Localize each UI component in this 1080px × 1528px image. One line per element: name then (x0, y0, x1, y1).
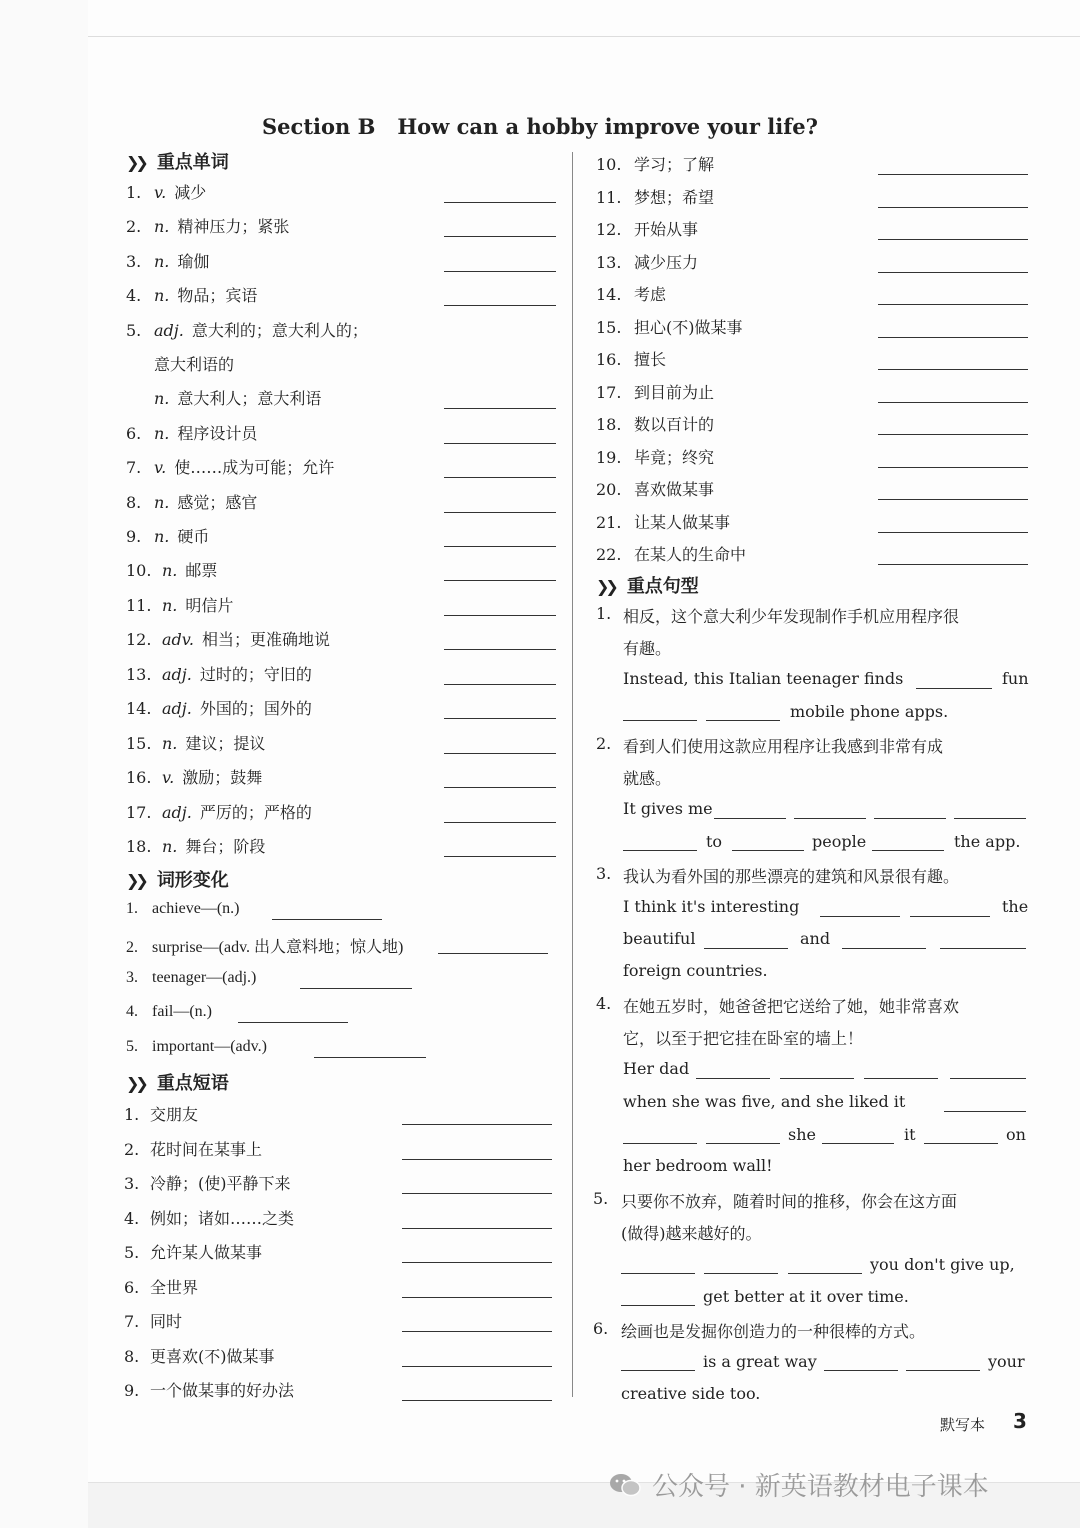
double-chevron-icon: ❯❯ (126, 871, 145, 890)
blank[interactable] (944, 1111, 1026, 1112)
s5-number: 5. (593, 1189, 609, 1208)
section-label: Section B (262, 114, 376, 139)
blank[interactable] (623, 720, 697, 721)
item-number: 11. (596, 188, 622, 207)
answer-blank[interactable] (878, 402, 1028, 403)
part-of-speech: n. (162, 561, 178, 580)
part-of-speech: v. (154, 183, 167, 202)
item-number: 2. (126, 939, 138, 956)
heading-words: ❯❯ 重点单词 (126, 152, 229, 173)
s2-cn-2: 就感。 (623, 769, 672, 788)
item-number: 2. (124, 1140, 140, 1159)
part-of-speech: n. (154, 424, 170, 443)
answer-blank[interactable] (402, 1331, 552, 1332)
blank[interactable] (924, 1143, 998, 1144)
item-number: 4. (126, 286, 142, 305)
phrase-meaning: 学习；了解 (634, 155, 715, 174)
item-number: 9. (126, 527, 142, 546)
phrase-item (124, 1171, 291, 1194)
answer-blank[interactable] (272, 919, 382, 920)
blank[interactable] (623, 850, 697, 851)
answer-blank[interactable] (878, 337, 1028, 338)
s2-en-2c: the app. (954, 832, 1021, 851)
item-number: 8. (126, 493, 142, 512)
s6-en-1b: your (988, 1352, 1025, 1371)
answer-blank[interactable] (444, 649, 556, 650)
s6-en-2: creative side too. (621, 1384, 761, 1403)
form-item (126, 969, 256, 987)
item-number: 4. (126, 1003, 138, 1020)
word-item (126, 283, 257, 306)
form-prompt: teenager—(adj.) (152, 969, 257, 986)
blank[interactable] (704, 1273, 778, 1274)
form-item (126, 900, 240, 918)
item-number: 13. (126, 665, 152, 684)
part-of-speech: n. (154, 252, 170, 271)
word-item (154, 386, 321, 409)
answer-blank[interactable] (878, 239, 1028, 240)
s1-cn-2: 有趣。 (623, 639, 672, 658)
answer-blank[interactable] (444, 271, 556, 272)
word-meaning: 激励；鼓舞 (182, 768, 263, 787)
part-of-speech: v. (162, 768, 175, 787)
word-meaning: 过时的；守旧的 (199, 665, 312, 684)
word-item (126, 765, 262, 788)
answer-blank[interactable] (402, 1400, 552, 1401)
s2-number: 2. (596, 734, 612, 753)
s4-en-1: Her dad (623, 1059, 690, 1078)
word-meaning: 减少 (174, 183, 207, 202)
answer-blank[interactable] (444, 718, 556, 719)
word-item (126, 490, 257, 513)
phrase-meaning: 同时 (150, 1312, 183, 1331)
phrase-meaning: 梦想；希望 (634, 188, 715, 207)
s2-en-1: It gives me (623, 799, 713, 818)
s2-en-2b: people (812, 832, 867, 851)
phrase-item (124, 1102, 198, 1125)
item-number: 18. (596, 415, 622, 434)
blank[interactable] (621, 1305, 695, 1306)
item-number: 11. (126, 596, 152, 615)
form-prompt: surprise—(adv. 出人意料地；惊人地) (152, 939, 404, 956)
form-prompt: fail—(n.) (152, 1003, 212, 1020)
phrase-item (124, 1309, 182, 1332)
item-number: 16. (596, 350, 622, 369)
part-of-speech: adj. (154, 321, 184, 340)
blank[interactable] (621, 1370, 695, 1371)
phrase-item (124, 1206, 294, 1229)
blank[interactable] (696, 1078, 770, 1079)
answer-blank[interactable] (878, 272, 1028, 273)
word-item (126, 662, 312, 685)
s6-cn-1: 绘画也是发掘你创造力的一种很棒的方式。 (621, 1322, 926, 1341)
phrase-item (596, 315, 743, 338)
blank[interactable] (788, 1273, 862, 1274)
phrase-item (596, 152, 714, 175)
answer-blank[interactable] (444, 477, 556, 478)
blank[interactable] (842, 948, 926, 949)
blank[interactable] (824, 1370, 898, 1371)
answer-blank[interactable] (444, 443, 556, 444)
blank[interactable] (706, 720, 780, 721)
s2-en-2a: to (706, 832, 723, 851)
phrase-item (596, 380, 714, 403)
s1-cn-1: 相反，这个意大利少年发现制作手机应用程序很 (623, 607, 960, 626)
answer-blank[interactable] (444, 202, 556, 203)
item-number: 19. (596, 448, 622, 467)
answer-blank[interactable] (444, 684, 556, 685)
phrase-item (124, 1275, 198, 1298)
s3-en-2a: beautiful (623, 929, 696, 948)
phrase-meaning: 数以百计的 (634, 415, 715, 434)
phrase-item (596, 250, 698, 273)
item-number: 6. (126, 424, 142, 443)
s4-number: 4. (596, 994, 612, 1013)
answer-blank[interactable] (444, 753, 556, 754)
blank[interactable] (872, 850, 944, 851)
phrase-meaning: 到目前为止 (634, 383, 715, 402)
blank[interactable] (954, 818, 1026, 819)
section-question: How can a hobby improve your life? (397, 114, 818, 139)
s1-en-1a: Instead, this Italian teenager finds (623, 669, 904, 688)
word-item (126, 455, 334, 478)
blank[interactable] (940, 948, 1026, 949)
word-item (126, 627, 330, 650)
item-number: 10. (596, 155, 622, 174)
part-of-speech: adj. (162, 665, 192, 684)
phrase-meaning: 冷静；(使)平静下来 (150, 1174, 291, 1193)
footer-label: 默写本 (940, 1416, 986, 1434)
blank[interactable] (714, 818, 786, 819)
answer-blank[interactable] (444, 822, 556, 823)
answer-blank[interactable] (878, 369, 1028, 370)
phrase-item (124, 1378, 294, 1401)
phrase-meaning: 交朋友 (150, 1105, 199, 1124)
word-item (126, 318, 368, 341)
s1-number: 1. (596, 604, 612, 623)
word-meaning: 瑜伽 (177, 252, 210, 271)
item-number: 6. (124, 1278, 140, 1297)
phrase-item (596, 217, 698, 240)
word-item (126, 524, 209, 547)
item-number: 8. (124, 1347, 140, 1366)
answer-blank[interactable] (438, 953, 548, 954)
item-number: 1. (126, 183, 142, 202)
s3-number: 3. (596, 864, 612, 883)
s1-en-2: mobile phone apps. (790, 702, 949, 721)
word-meaning: 意大利语的 (154, 355, 235, 374)
item-number: 14. (126, 699, 152, 718)
word-meaning: 邮票 (185, 561, 218, 580)
answer-blank[interactable] (444, 236, 556, 237)
item-number: 7. (124, 1312, 140, 1331)
s1-en-1b: fun (1002, 669, 1029, 688)
item-number: 14. (596, 285, 622, 304)
word-meaning: 物品；宾语 (177, 286, 258, 305)
phrase-meaning: 喜欢做某事 (634, 480, 715, 499)
phrase-meaning: 让某人做某事 (634, 513, 731, 532)
item-number: 3. (124, 1174, 140, 1193)
s3-en-2b: and (800, 929, 831, 948)
phrase-meaning: 花时间在某事上 (150, 1140, 263, 1159)
blank[interactable] (906, 1370, 980, 1371)
answer-blank[interactable] (402, 1366, 552, 1367)
phrase-meaning: 在某人的生命中 (634, 545, 747, 564)
s3-en-1b: the (1002, 897, 1029, 916)
word-item (154, 352, 234, 375)
answer-blank[interactable] (238, 1022, 348, 1023)
part-of-speech: n. (154, 493, 170, 512)
part-of-speech: adj. (162, 803, 192, 822)
word-meaning: 精神压力；紧张 (177, 217, 290, 236)
item-number: 17. (126, 803, 152, 822)
item-number: 9. (124, 1381, 140, 1400)
answer-blank[interactable] (878, 499, 1028, 500)
double-chevron-icon: ❯❯ (596, 577, 615, 596)
heading-forms: ❯❯ 词形变化 (126, 870, 229, 891)
s6-number: 6. (593, 1319, 609, 1338)
phrase-item (596, 445, 714, 468)
column-divider (572, 152, 573, 1397)
blank[interactable] (916, 688, 992, 689)
double-chevron-icon: ❯❯ (126, 1074, 145, 1093)
blank[interactable] (780, 1078, 854, 1079)
word-meaning: 意大利人；意大利语 (177, 389, 322, 408)
phrase-item (596, 477, 714, 500)
answer-blank[interactable] (402, 1159, 552, 1160)
item-number: 1. (126, 900, 138, 917)
answer-blank[interactable] (402, 1193, 552, 1194)
s4-en-2: when she was five, and she liked it (623, 1092, 906, 1111)
item-number: 10. (126, 561, 152, 580)
watermark (608, 1466, 989, 1503)
blank[interactable] (864, 1078, 938, 1079)
item-number: 3. (126, 252, 142, 271)
answer-blank[interactable] (444, 546, 556, 547)
part-of-speech: v. (154, 458, 167, 477)
answer-blank[interactable] (402, 1297, 552, 1298)
s5-en-2: get better at it over time. (703, 1287, 909, 1306)
blank[interactable] (822, 1143, 894, 1144)
item-number: 5. (126, 321, 142, 340)
word-item (126, 593, 233, 616)
blank[interactable] (704, 948, 788, 949)
answer-blank[interactable] (444, 787, 556, 788)
word-item (126, 834, 265, 857)
item-number: 12. (596, 220, 622, 239)
item-number: 2. (126, 217, 142, 236)
phrase-meaning: 全世界 (150, 1278, 199, 1297)
word-item (126, 731, 265, 754)
s4-cn-1: 在她五岁时，她爸爸把它送给了她，她非常喜欢 (623, 997, 960, 1016)
s6-en-1a: is a great way (703, 1352, 817, 1371)
s4-cn-2: 它，以至于把它挂在卧室的墙上！ (623, 1029, 864, 1048)
blank[interactable] (623, 1143, 697, 1144)
item-number: 13. (596, 253, 622, 272)
s3-en-3: foreign countries. (623, 961, 768, 980)
blank[interactable] (910, 916, 990, 917)
item-number: 5. (124, 1243, 140, 1262)
form-prompt: important—(adv.) (152, 1038, 267, 1055)
word-meaning: 程序设计员 (177, 424, 258, 443)
heading-phrases: ❯❯ 重点短语 (126, 1073, 229, 1094)
item-number: 16. (126, 768, 152, 787)
blank[interactable] (706, 1143, 780, 1144)
item-number: 18. (126, 837, 152, 856)
s2-cn-1: 看到人们使用这款应用程序让我感到非常有成 (623, 737, 944, 756)
answer-blank[interactable] (878, 564, 1028, 565)
word-item (126, 249, 209, 272)
item-number: 3. (126, 969, 138, 986)
word-meaning: 使……成为可能；允许 (174, 458, 335, 477)
watermark-text: 公众号 · 新英语教材电子课本 (652, 1472, 989, 1502)
s5-en-1: you don't give up, (870, 1255, 1015, 1274)
phrase-item (596, 542, 746, 565)
answer-blank[interactable] (444, 305, 556, 306)
word-meaning: 舞台；阶段 (185, 837, 266, 856)
word-item (126, 180, 206, 203)
word-meaning: 硬币 (177, 527, 210, 546)
item-number: 21. (596, 513, 622, 532)
s4-en-3a: she (788, 1125, 816, 1144)
blank[interactable] (950, 1078, 1026, 1079)
answer-blank[interactable] (878, 434, 1028, 435)
phrase-meaning: 允许某人做某事 (150, 1243, 263, 1262)
answer-blank[interactable] (878, 467, 1028, 468)
answer-blank[interactable] (444, 580, 556, 581)
word-item (126, 421, 257, 444)
phrase-item (124, 1137, 262, 1160)
item-number: 4. (124, 1209, 140, 1228)
wechat-icon (608, 1472, 642, 1498)
phrase-meaning: 减少压力 (634, 253, 699, 272)
answer-blank[interactable] (402, 1124, 552, 1125)
part-of-speech: adv. (162, 630, 195, 649)
part-of-speech: n. (162, 837, 178, 856)
phrase-meaning: 更喜欢(不)做某事 (150, 1347, 275, 1366)
part-of-speech: n. (162, 596, 178, 615)
answer-blank[interactable] (878, 207, 1028, 208)
answer-blank[interactable] (878, 532, 1028, 533)
form-item (126, 1003, 212, 1021)
blank[interactable] (794, 818, 866, 819)
blank[interactable] (874, 818, 946, 819)
part-of-speech: n. (162, 734, 178, 753)
word-meaning: 意大利的；意大利人的； (191, 321, 368, 340)
answer-blank[interactable] (402, 1262, 552, 1263)
item-number: 20. (596, 480, 622, 499)
word-item (126, 696, 312, 719)
s3-en-1a: I think it's interesting (623, 897, 800, 916)
item-number: 15. (596, 318, 622, 337)
answer-blank[interactable] (300, 988, 412, 989)
part-of-speech: adj. (162, 699, 192, 718)
s5-cn-1: 只要你不放弃，随着时间的推移，你会在这方面 (621, 1192, 958, 1211)
answer-blank[interactable] (444, 615, 556, 616)
item-number: 7. (126, 458, 142, 477)
phrase-item (596, 510, 730, 533)
answer-blank[interactable] (878, 304, 1028, 305)
s3-cn-1: 我认为看外国的那些漂亮的建筑和风景很有趣。 (623, 867, 960, 886)
item-number: 5. (126, 1038, 138, 1055)
part-of-speech: n. (154, 389, 170, 408)
phrase-meaning: 考虑 (634, 285, 667, 304)
phrase-item (596, 347, 666, 370)
s4-en-3c: on (1006, 1125, 1026, 1144)
word-meaning: 相当；更准确地说 (202, 630, 331, 649)
blank[interactable] (732, 850, 804, 851)
answer-blank[interactable] (444, 856, 556, 857)
answer-blank[interactable] (314, 1057, 426, 1058)
form-item (126, 1038, 267, 1056)
phrase-item (124, 1344, 275, 1367)
phrase-item (596, 412, 714, 435)
double-chevron-icon: ❯❯ (126, 153, 145, 172)
word-meaning: 明信片 (185, 596, 234, 615)
answer-blank[interactable] (444, 408, 556, 409)
s5-cn-2: (做得)越来越好的。 (621, 1224, 762, 1243)
answer-blank[interactable] (878, 174, 1028, 175)
part-of-speech: n. (154, 286, 170, 305)
item-number: 15. (126, 734, 152, 753)
phrase-meaning: 毕竟；终究 (634, 448, 715, 467)
heading-sentences: ❯❯ 重点句型 (596, 576, 699, 597)
item-number: 22. (596, 545, 622, 564)
phrase-item (596, 185, 714, 208)
phrase-meaning: 担心(不)做某事 (634, 318, 743, 337)
part-of-speech: n. (154, 527, 170, 546)
phrase-item (124, 1240, 262, 1263)
phrase-meaning: 擅长 (634, 350, 667, 369)
phrase-meaning: 一个做某事的好办法 (150, 1381, 295, 1400)
answer-blank[interactable] (402, 1228, 552, 1229)
answer-blank[interactable] (444, 512, 556, 513)
phrase-item (596, 282, 666, 305)
blank[interactable] (820, 916, 900, 917)
phrase-meaning: 开始从事 (634, 220, 699, 239)
s4-en-4: her bedroom wall! (623, 1156, 773, 1175)
blank[interactable] (621, 1273, 695, 1274)
word-item (126, 214, 289, 237)
form-prompt: achieve—(n.) (152, 900, 240, 917)
page-number: 3 (1013, 1409, 1027, 1433)
s4-en-3b: it (904, 1125, 916, 1144)
page-title (0, 114, 1080, 139)
phrase-meaning: 例如；诸如……之类 (150, 1209, 295, 1228)
word-item (126, 558, 217, 581)
word-meaning: 严厉的；严格的 (199, 803, 312, 822)
item-number: 17. (596, 383, 622, 402)
item-number: 12. (126, 630, 152, 649)
word-meaning: 外国的；国外的 (199, 699, 312, 718)
top-rule (88, 36, 1080, 37)
part-of-speech: n. (154, 217, 170, 236)
word-item (126, 800, 312, 823)
word-meaning: 感觉；感官 (177, 493, 258, 512)
item-number: 1. (124, 1105, 140, 1124)
word-meaning: 建议；提议 (185, 734, 266, 753)
form-item (126, 934, 403, 957)
